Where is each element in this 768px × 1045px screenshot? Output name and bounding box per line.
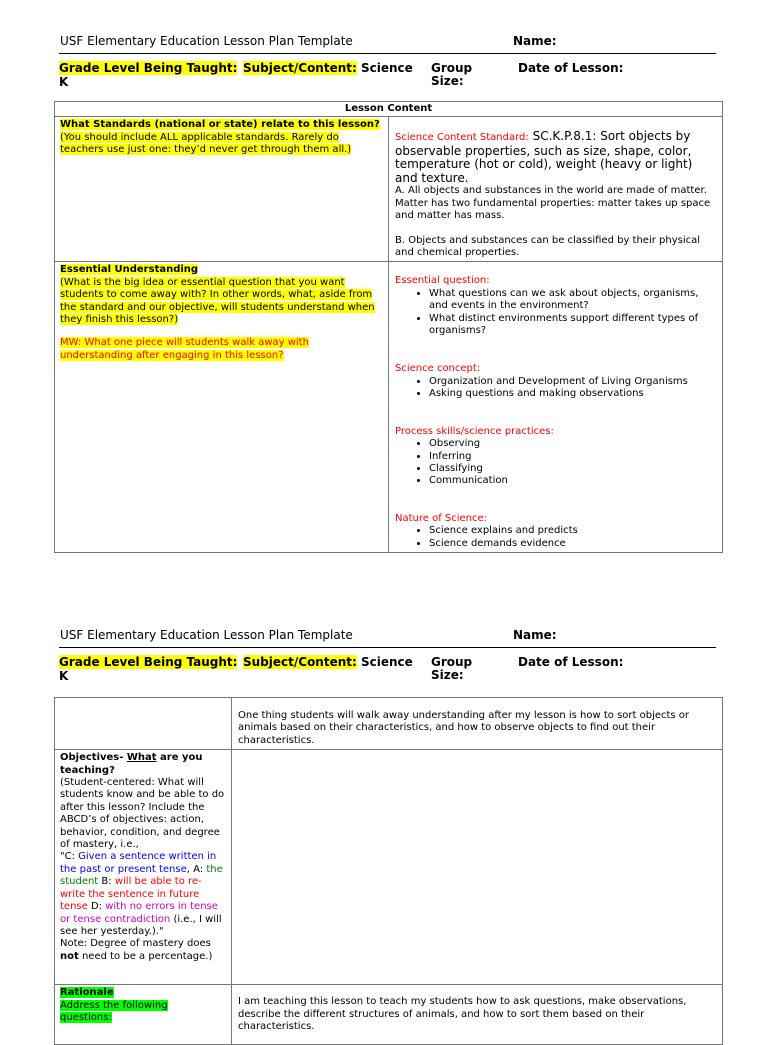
process-skills-list xyxy=(395,438,717,488)
science-concept-label: Science concept: xyxy=(395,363,481,375)
lesson-content-table xyxy=(54,101,723,553)
list-item: • Asking questions and making observations xyxy=(429,388,717,400)
essential-question-label: Essential question: xyxy=(395,275,490,287)
list-item: • Organization and Development of Living Organisms xyxy=(429,376,717,388)
nature-of-science-list xyxy=(395,525,717,550)
rationale-cell xyxy=(55,985,232,1045)
essential-note: (What is the big idea or essential question that you want students to come away with? In other words, what, aside from the standard and our objective, will students understand when they finish this lesson?) xyxy=(60,276,375,326)
rationale-content-cell xyxy=(232,985,723,1045)
subject-value: Science xyxy=(361,61,413,75)
rationale-text: I am teaching this lesson to teach my students how to ask questions, make observations, describe the different structures of animals, and how to sort them based on their characteristics. xyxy=(238,996,687,1033)
date-label: Date of Lesson: xyxy=(518,61,624,75)
objectives-note: (Student-centered: What will students know and be able to do after this lesson? Include the ABCD’s of objectives: action, behavior, condition, and degree of mastery, i.e., xyxy=(60,777,225,851)
group-size-label: Group Size: xyxy=(431,61,473,88)
standard-paragraph-b: B. Objects and substances can be classified by their physical and chemical properties. xyxy=(395,234,701,259)
group-size-label-page2: Group Size: xyxy=(431,655,473,682)
rationale-sub1: Address the following xyxy=(60,999,168,1011)
standards-heading: What Standards (national or state) relate to this lesson? xyxy=(60,119,380,131)
objectives-content-cell xyxy=(232,750,723,985)
standards-content-cell xyxy=(389,117,723,262)
essential-content-cell xyxy=(389,262,723,553)
essential-question-list xyxy=(395,288,717,338)
science-concept-list xyxy=(395,376,717,401)
rationale-heading: Rationale xyxy=(60,987,114,999)
template-title: USF Elementary Education Lesson Plan Template xyxy=(60,34,353,48)
grade-level-label-page2: Grade Level Being Taught: xyxy=(59,655,238,669)
lesson-plan-table-page2 xyxy=(54,697,723,1045)
standards-note: (You should include ALL applicable standards. Rarely do teachers use just one: they’d never get through them all.) xyxy=(60,131,352,156)
date-label-page2: Date of Lesson: xyxy=(518,655,624,669)
nature-of-science-label: Nature of Science: xyxy=(395,512,488,524)
essential-heading: Essential Understanding xyxy=(60,264,199,276)
header-divider-page2 xyxy=(59,647,716,648)
science-standard-text: SC.K.P.8.1: Sort objects by observable properties, such as size, shape, color, temperature (hot or cold), weight (heavy or light) and texture. xyxy=(395,129,693,185)
subject-value-page2: Science xyxy=(361,655,413,669)
list-item: • Communication xyxy=(429,475,717,487)
list-item: • Inferring xyxy=(429,451,717,463)
subject-label: Subject/Content: xyxy=(243,61,357,75)
list-item: • What questions can we ask about objects, organisms, and events in the environment? xyxy=(429,288,717,313)
objectives-cell xyxy=(55,750,232,985)
rationale-sub2: questions: xyxy=(60,1012,112,1024)
subject-label-page2: Subject/Content: xyxy=(243,655,357,669)
essential-understanding-cell xyxy=(55,262,389,553)
list-item: • Classifying xyxy=(429,463,717,475)
standards-cell xyxy=(55,117,389,262)
list-item: • Science explains and predicts xyxy=(429,525,717,537)
template-title-page2: USF Elementary Education Lesson Plan Template xyxy=(60,628,353,642)
process-skills-label: Process skills/science practices: xyxy=(395,425,554,437)
name-label: Name: xyxy=(513,34,557,48)
list-item: • Science demands evidence xyxy=(429,538,717,550)
mw-question: MW: What one piece will students walk away with understanding after engaging in this lesson? xyxy=(60,337,309,361)
grade-level-label: Grade Level Being Taught: xyxy=(59,61,238,75)
understanding-text: One thing students will walk away understanding after my lesson is how to sort objects or animals based on their characteristics, and how to observe objects to find out their characteristics. xyxy=(238,710,690,746)
standard-paragraph-a: A. All objects and substances in the world are made of matter. Matter has two fundamental properties: matter takes up space and matter has mass. xyxy=(395,185,711,222)
list-item: • What distinct environments support different types of organisms? xyxy=(429,313,717,338)
lesson-content-caption: Lesson Content xyxy=(55,102,723,117)
name-label-page2: Name: xyxy=(513,628,557,642)
grade-level-value-page2: K xyxy=(59,669,69,683)
mastery-note: Note: Degree of mastery does not need to be a percentage.) xyxy=(60,938,213,962)
objectives-example: "C: Given a sentence written in the past or present tense, A: the student B: will be able to re-write the sentence in future tense D: with no errors in tense or tense contradiction (i.e., I will see her yesterday.)." xyxy=(60,851,223,937)
empty-cell xyxy=(55,698,232,750)
header-divider xyxy=(59,53,716,54)
science-standard-label: Science Content Standard: xyxy=(395,132,529,144)
list-item: • Observing xyxy=(429,438,717,450)
objectives-heading: Objectives- What are you teaching? xyxy=(60,752,203,776)
understanding-content-cell xyxy=(232,698,723,750)
grade-level-value: K xyxy=(59,75,69,89)
